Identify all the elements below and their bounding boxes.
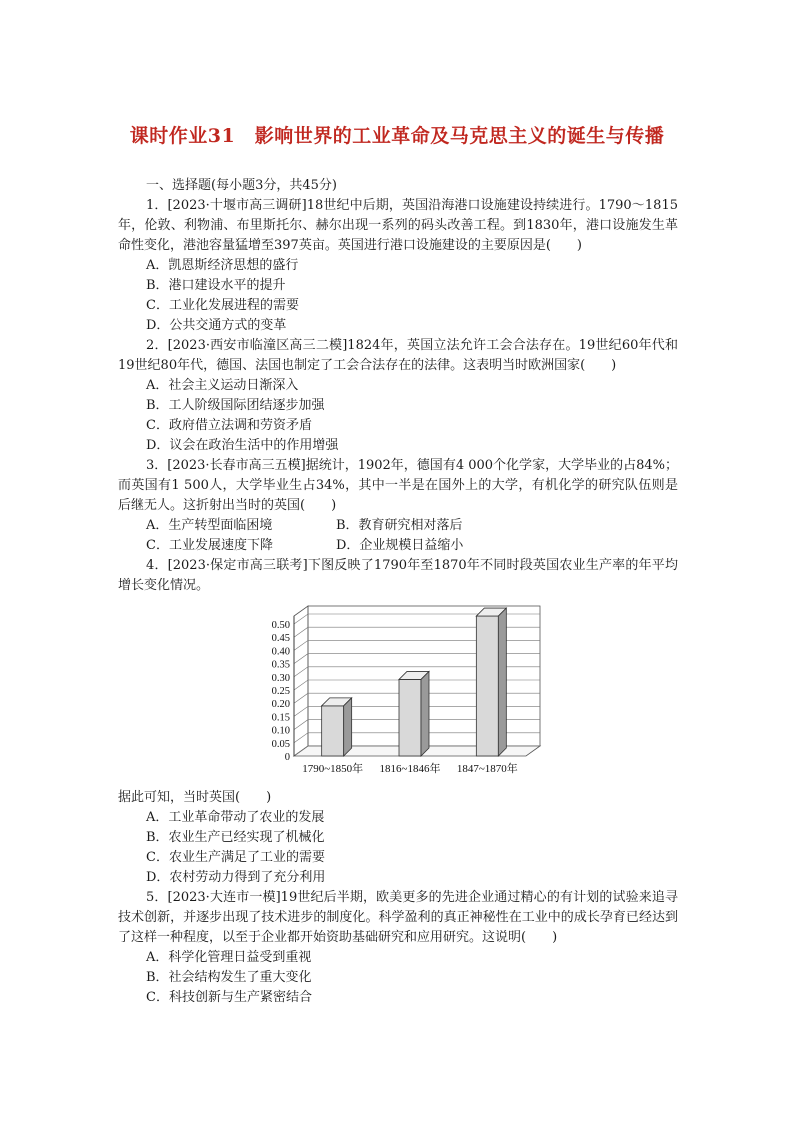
option-row: [146, 536, 678, 556]
y-tick-label: 0.20: [271, 699, 290, 711]
bar: [476, 616, 498, 756]
y-tick-label: 0.45: [271, 633, 290, 645]
option-b[interactable]: B．教育研究相对落后: [336, 518, 463, 533]
option-d[interactable]: D．公共交通方式的变革: [146, 318, 287, 333]
bar-chart: [118, 600, 678, 785]
question-2: [118, 336, 678, 456]
document-body: [118, 176, 678, 1008]
option-a[interactable]: A．工业革命带动了农业的发展: [146, 810, 325, 825]
y-tick-label: 0.05: [271, 738, 290, 750]
bar-chart-svg: [118, 600, 678, 778]
bar: [322, 706, 344, 756]
option-a[interactable]: A．社会主义运动日渐深入: [146, 378, 299, 393]
question-followup: 据此可知，当时英国( ): [118, 790, 272, 805]
question-3: [118, 456, 678, 556]
page-title: 课时作业31 影响世界的工业革命及马克思主义的诞生与传播: [129, 125, 665, 147]
option-b[interactable]: B．工人阶级国际团结逐步加强: [146, 398, 325, 413]
option-a[interactable]: A．凯恩斯经济思想的盛行: [146, 258, 299, 273]
option-c[interactable]: C．农业生产满足了工业的需要: [146, 850, 325, 865]
option-row: [146, 516, 678, 536]
option-c[interactable]: C．科技创新与生产紧密结合: [146, 990, 312, 1005]
option-a[interactable]: A．科学化管理日益受到重视: [146, 950, 312, 965]
y-tick-label: 0.40: [271, 646, 290, 658]
y-tick-label: 0.25: [271, 686, 290, 697]
question-1: [118, 196, 678, 336]
option-a[interactable]: A．生产转型面临困境: [146, 518, 273, 533]
y-tick-label: 0.50: [271, 620, 290, 631]
option-c[interactable]: C．工业发展速度下降: [146, 538, 273, 553]
bar-side: [498, 608, 506, 756]
option-d[interactable]: D．议会在政治生活中的作用增强: [146, 438, 339, 453]
bar-side: [344, 698, 352, 756]
x-tick-label: 1816~1846年: [379, 763, 441, 775]
option-b[interactable]: B．港口建设水平的提升: [146, 278, 286, 293]
bar: [399, 679, 421, 756]
option-c[interactable]: C．政府借立法调和劳资矛盾: [146, 418, 312, 433]
question-stem: 4．[2023·保定市高三联考]下图反映了1790年至1870年不同时段英国农业生产率的年平均增长变化情况。: [118, 558, 678, 593]
bar-side: [421, 671, 429, 756]
question-stem: 5．[2023·大连市一模]19世纪后半期，欧美更多的先进企业通过精心的有计划的试验来追寻技术创新，并逐步出现了技术进步的制度化。科学盈利的真正神秘性在工业中的成长孕育已经达到了这样一种程度，以至于企业都开始资助基础研究和应用研究。这说明( ): [118, 890, 678, 945]
x-tick-label: 1847~1870年: [456, 763, 518, 775]
y-tick-label: 0.30: [271, 672, 290, 684]
question-stem: 1．[2023·十堰市高三调研]18世纪中后期，英国沿海港口设施建设持续进行。1790～1815年，伦敦、利物浦、布里斯托尔、赫尔出现一系列的码头改善工程。到1830年，港口设施发生革命性变化，港池容量猛增至397英亩。英国进行港口设施建设的主要原因是( ): [118, 198, 678, 253]
option-d[interactable]: D．企业规模日益缩小: [336, 538, 464, 553]
y-tick-label: 0.35: [271, 659, 290, 671]
question-stem: 3．[2023·长春市高三五模]据统计，1902年，德国有4 000个化学家，大学毕业的占84%；而英国有1 500人，大学毕业生占34%，其中一半是在国外上的大学，有机化学的研究队伍则是后继无人。这折射出当时的英国( ): [118, 458, 678, 513]
y-tick-label: 0.10: [271, 725, 290, 737]
section-heading: 一、选择题(每小题3分，共45分): [146, 178, 337, 193]
option-d[interactable]: D．农村劳动力得到了充分利用: [146, 870, 326, 885]
option-b[interactable]: B．社会结构发生了重大变化: [146, 970, 312, 985]
x-tick-label: 1790~1850年: [302, 763, 364, 775]
y-tick-label: 0: [284, 752, 290, 763]
y-tick-label: 0.15: [271, 712, 290, 724]
option-b[interactable]: B．农业生产已经实现了机械化: [146, 830, 325, 845]
question-5: [118, 888, 678, 1008]
question-stem: 2．[2023·西安市临潼区高三二模]1824年，英国立法允许工会合法存在。19世纪60年代和19世纪80年代，德国、法国也制定了工会合法存在的法律。这表明当时欧洲国家( ): [118, 338, 678, 373]
option-c[interactable]: C．工业化发展进程的需要: [146, 298, 299, 313]
question-4: [118, 556, 678, 888]
